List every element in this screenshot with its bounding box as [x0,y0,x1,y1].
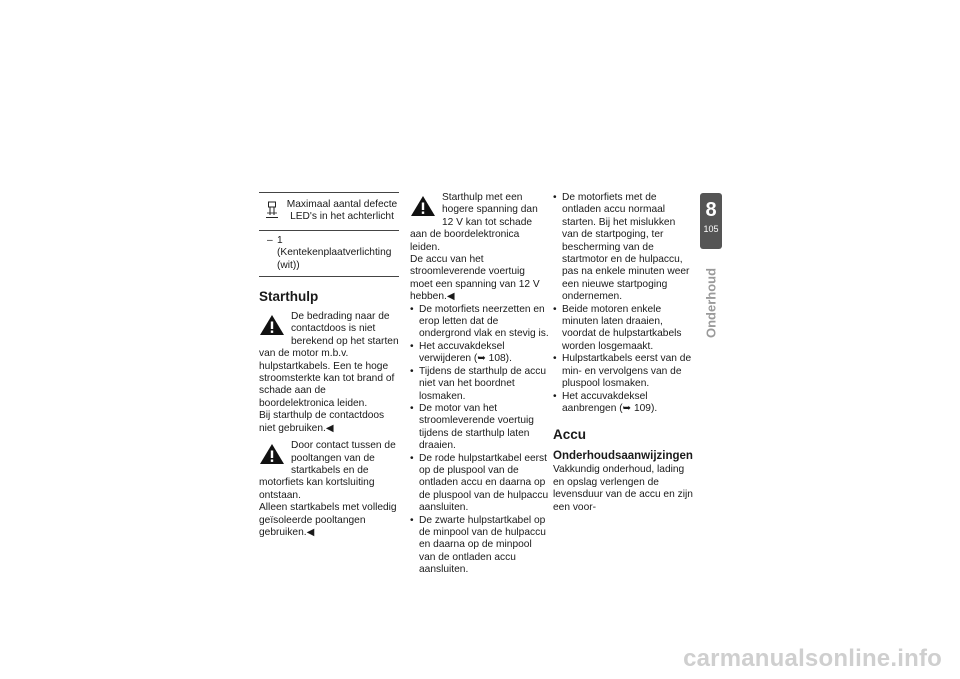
spec-value: 1 (Kentekenplaatverlichting (wit)) [277,234,392,271]
column-3 [553,192,693,514]
list-item: • De rode hulpstartkabel eerst op de pluspool van de ontladen accu en daarna op de pluspool van de hulpaccu aansluiten. [410,453,550,515]
warning-instruction-3: De accu van het stroomleverende voertuig moet een spanning van 12 V hebben.◀ [410,254,540,303]
list-item: • Beide motoren enkele minuten laten draaien, voordat de hulpstartkabels worden losgemaakt. [553,304,693,354]
list-item: • De zwarte hulpstartkabel op de minpool van de hulpaccu en daarna op de minpool van de ontladen accu aansluiten. [410,515,550,577]
list-item: • De motor van het stroomleverende voertuig tijdens de starthulp laten draaien. [410,403,550,453]
dash-marker: – [267,234,273,246]
list-item: • Het accuvakdeksel aanbrengen (➥ 109). [553,391,693,416]
warning-text-1: De bedrading naar de contactdoos is niet berekend op het starten van de motor m.b.v. hulpstartkabels. Een te hoge stroomsterkte kan tot brand of schade aan de boordelektronica leiden. [259,311,399,409]
warning-triangle-icon [259,314,285,336]
section-title-starthulp: Starthulp [259,289,319,305]
warning-instruction-2: Alleen startkabels met volledig geïsoleerde pooltangen gebruiken.◀ [259,502,397,538]
watermark: carmanualsonline.info [683,645,942,672]
warning-block-3 [410,192,550,254]
list-item: • Tijdens de starthulp de accu niet van het boordnet losmaken. [410,366,550,403]
column-1 [259,192,399,539]
steps-list-part-1 [410,304,550,577]
list-item: • De motorfiets met de ontladen accu normaal starten. Bij het mislukken van de startpoging, ter bescherming van de startmotor en de hulpaccu, pas na enkele minuten weer een nieuwe startpoging ondernemen. [553,192,693,304]
spec-box [259,192,399,277]
chapter-tab [700,193,722,249]
column-2 [410,192,550,577]
warning-text-2: Door contact tussen de pooltangen van de startkabels en de motorfiets kan kortsluiting ontstaan. [259,440,396,501]
list-item: • De motorfiets neerzetten en erop letten dat de ondergrond vlak en stevig is. [410,304,550,341]
led-lamp-icon [259,199,285,224]
warning-instruction-1: Bij starthulp de contactdoos niet gebruiken.◀ [259,410,385,434]
warning-text-3: Starthulp met een hogere spanning dan 12 V kan tot schade aan de boordelektronica leiden. [410,192,538,253]
warning-triangle-icon [259,443,285,465]
page-number: 105 [703,224,719,234]
subsection-title-onderhoud: Onderhoudsaanwijzingen [553,450,693,463]
accu-text: Vakkundig onderhoud, lading en opslag verlengen de levensduur van de accu en zijn een voor- [553,464,693,513]
chapter-side-label-text: Onderhoud [703,267,719,339]
list-item: • Het accuvakdeksel verwijderen (➥ 108). [410,341,550,366]
spec-row-label [259,193,399,230]
chapter-side-label [700,262,722,344]
warning-triangle-icon [410,195,436,217]
spec-row-value [259,230,399,276]
warning-block-1 [259,311,399,410]
spec-label: Maximaal aantal defecte LED's in het achterlicht [286,199,398,223]
section-title-accu: Accu [553,427,587,443]
steps-list-part-2 [553,192,693,415]
chapter-number: 8 [705,199,717,221]
list-item: • Hulpstartkabels eerst van de min- en vervolgens van de pluspool losmaken. [553,353,693,390]
warning-block-2 [259,440,399,502]
